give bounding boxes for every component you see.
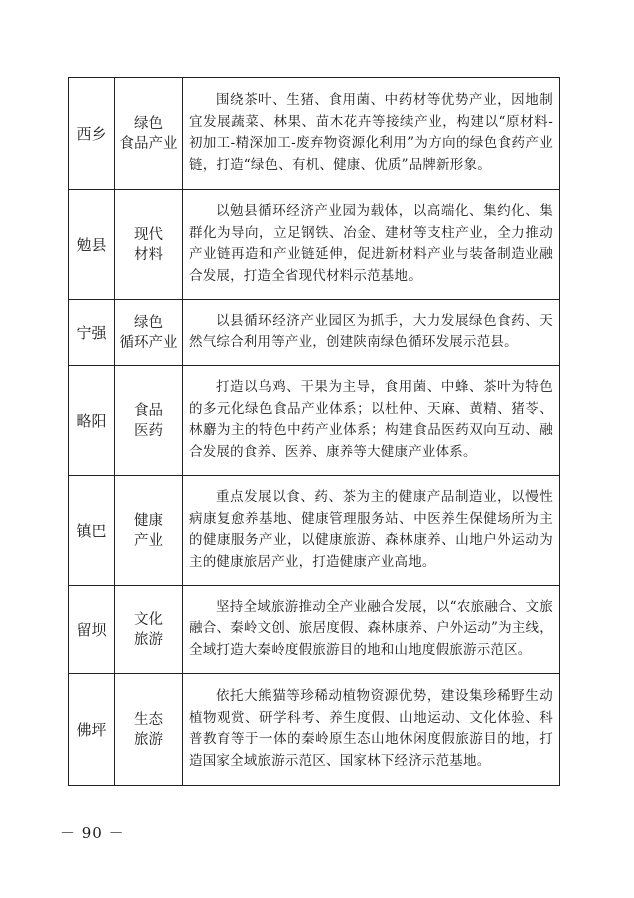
county-name: 留坝	[69, 586, 115, 674]
industry-line: 循环产业	[119, 334, 178, 351]
industry-line: 现代	[134, 226, 163, 243]
industry-description: 以勉县循环经济产业园为载体，以高端化、集约化、集群化为导向，立足钢铁、冶金、建材等支柱产业，全力推动产业链再造和产业链延伸，促进新材料产业与装备制造业融合发展，打造全省现代材料示范基地。	[183, 190, 560, 300]
industry-line: 产业	[134, 532, 163, 549]
county-name: 略阳	[69, 366, 115, 476]
industry-line: 医药	[134, 422, 163, 439]
industry-description: 打造以乌鸡、干果为主导，食用菌、中蜂、茶叶为特色的多元化绿色食品产业体系；以杜仲、天麻、黄精、猪苓、林麝为主的特色中药产业体系；构建食品医药双向互动、融合发展的食养、医养、康养等大健康产业体系。	[183, 366, 560, 476]
industry-type	[115, 476, 183, 586]
industry-description: 重点发展以食、药、茶为主的健康产品制造业，以慢性病康复愈养基地、健康管理服务站、中医养生保健场所为主的健康服务产业，以健康旅游、森林康养、山地户外运动为主的健康旅居产业，打造健康产业高地。	[183, 476, 560, 586]
industry-description: 以县循环经济产业园区为抓手，大力发展绿色食药、天然气综合利用等产业，创建陕南绿色循环发展示范县。	[183, 300, 560, 366]
industry-description: 坚持全域旅游推动全产业融合发展，以“农旅融合、文旅融合、秦岭文创、旅居度假、森林康养、户外运动”为主线，全域打造大秦岭度假旅游目的地和山地度假旅游示范区。	[183, 586, 560, 674]
industry-line: 旅游	[134, 631, 163, 648]
industry-line: 生态	[134, 711, 163, 728]
industry-line: 绿色	[134, 115, 163, 132]
table-row-xixiang	[69, 78, 560, 190]
county-name: 镇巴	[69, 476, 115, 586]
page-number: － 90 －	[60, 824, 125, 842]
table-row-zhenba	[69, 476, 560, 586]
industry-line: 绿色	[134, 314, 163, 331]
industry-line: 食品	[134, 402, 163, 419]
industry-line: 健康	[134, 512, 163, 529]
industry-type	[115, 300, 183, 366]
industry-description: 围绕茶叶、生猪、食用菌、中药材等优势产业，因地制宜发展蔬菜、林果、苗木花卉等接续产业，构建以“原材料-初加工-精深加工-废弃物资源化利用”为方向的绿色食药产业链，打造“绿色、有机、健康、优质”品牌新形象。	[183, 78, 560, 190]
industry-type	[115, 190, 183, 300]
table-row-foping	[69, 674, 560, 786]
table-row-lueyang	[69, 366, 560, 476]
table-row-liuba	[69, 586, 560, 674]
county-name: 勉县	[69, 190, 115, 300]
county-name: 佛坪	[69, 674, 115, 786]
industry-line: 文化	[134, 611, 163, 628]
industry-line: 食品产业	[119, 135, 178, 152]
industry-line: 旅游	[134, 731, 163, 748]
industry-description: 依托大熊猫等珍稀动植物资源优势，建设集珍稀野生动植物观赏、研学科考、养生度假、山地运动、文化体验、科普教育等于一体的秦岭原生态山地休闲度假旅游目的地，打造国家全域旅游示范区、国家林下经济示范基地。	[183, 674, 560, 786]
industry-type	[115, 366, 183, 476]
table-row-mianxian	[69, 190, 560, 300]
county-name: 西乡	[69, 78, 115, 190]
industry-type	[115, 78, 183, 190]
industry-line: 材料	[134, 246, 163, 263]
county-name: 宁强	[69, 300, 115, 366]
industry-type	[115, 586, 183, 674]
industry-type	[115, 674, 183, 786]
table-row-ningqiang	[69, 300, 560, 366]
county-industry-table	[68, 77, 560, 786]
